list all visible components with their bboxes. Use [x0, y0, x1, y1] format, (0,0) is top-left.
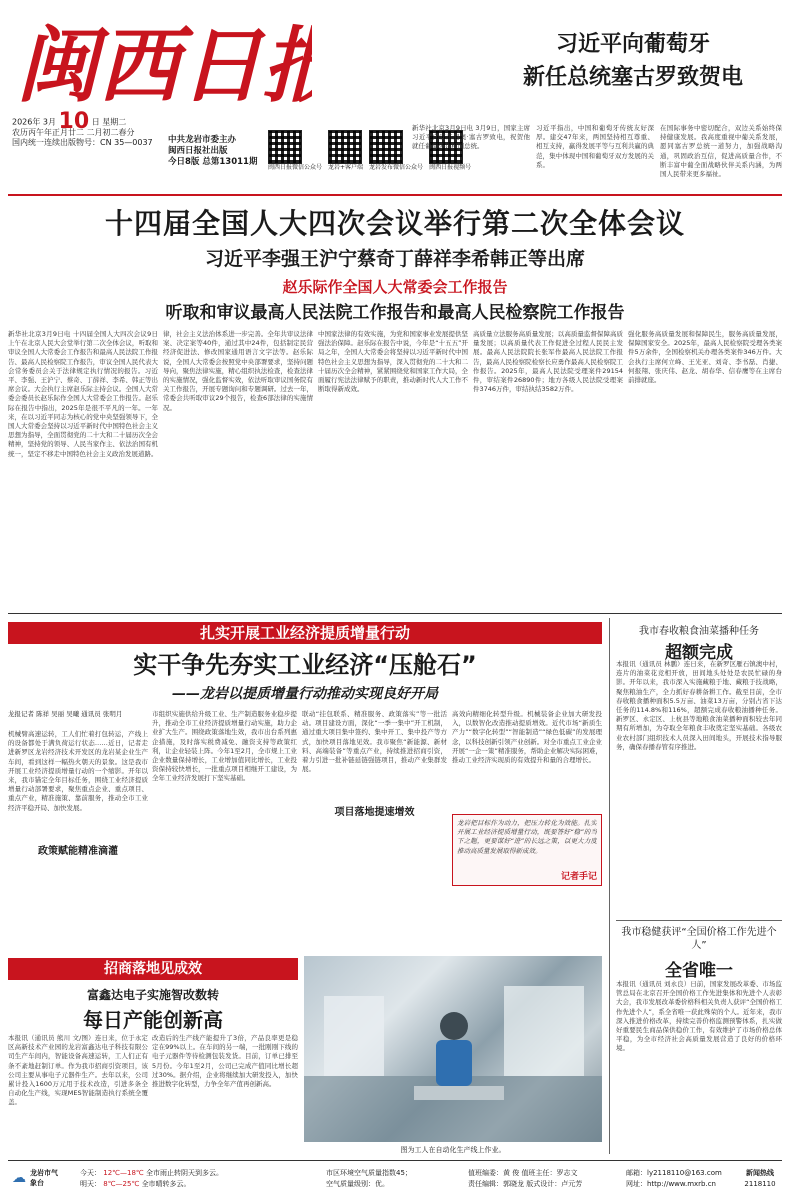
factory-photo[interactable] [304, 956, 602, 1142]
air-quality [326, 1168, 412, 1190]
section-divider [8, 613, 782, 614]
today-temp: 12℃—18℃ [103, 1169, 144, 1177]
top-story-col3: 在国际事务中密切配合，双边关系始终保持健康发展。我高度重视中葡关系发展，愿同塞古罗总统一道努力，加强战略沟通，巩固政治互信，促进高质量合作，不断丰富中葡全面战略伙伴关系内涵，为两国人民带来更多福祉。 [660, 124, 782, 179]
feature-subhead: ——龙岩以提质增量行动推动实现良好开局 [172, 686, 438, 702]
weather-cloud-icon: ☁ [12, 1169, 26, 1186]
qr-block[interactable] [268, 130, 322, 172]
feature-section-title-1: 政策赋能精准滴灌 [38, 846, 118, 857]
editor-line2: 责任编辑：郭晓龙 版式设计：卢元芳 [468, 1180, 583, 1188]
journal-box [452, 814, 602, 886]
lead-col4: 高质量立法服务高质量发展；以高质量监督保障高质量发展；以高质量代表工作促进全过程人民民主发展。最高人民法院院长张军作最高人民法院工作报告，最高人民检察院检察长应勇作最高人民检察院工作报告。2025年，最高人民法院受理案件29154件，审结案件26890件；地方各级人民法院受理案件3746万件，审结执结3582万件。 [473, 330, 623, 394]
bottom-banner: 招商落地见成效 [8, 958, 298, 980]
journal-text: 龙岩把目标作为动力，把压力转化为效能。扎实开展工业经济提质增量行动，既要答好“稳”的当下之题，更要谋好“进”的长远之策，以更大力度推动高质量发展取得新成效。 [457, 819, 597, 855]
feature-col3: 联动“挂包联系、精准服务、政策落实”等一批活动。项目建设方面，深化“一季一集中”开工机制，通过重大项目集中签约、集中开工、集中投产等方式，加快项目落地见效。我市聚焦“新能源、新材料、高端装备”等重点产业，持续推进招商引资，着力引进一批补链延链强链项目，推动产业集群发展。 [302, 710, 447, 774]
lead-col2: 律，社会主义法治体系进一步完善。全年共审议法律案、决定案等40件，通过其中24件，包括制定民营经济促进法、修改国家通用语言文字法等。赵乐际说，全国人大常委会按照党中央部署要求，坚持问题导向，聚焦法律实施，精心组织执法检查，检查法律的实施情况，强化监督实效，依法听取审议国务院有关工作报告，开展专题询问和专题调研。过去一年，常委会共听取审议29个报告，检查6部法律的实施情况。 [163, 330, 313, 412]
publisher-info [168, 135, 257, 168]
bottom-col1: 本报讯（通讯员 熊川 文/图）连日来，位于永定区高新技术产业园的龙岩富鑫达电子科技有限公司生产车间内，智能设备高速运转，工人们正有条不紊地赶制订单。作为我市招商引资项目，该公司主要从事电子元器件生产。去年以来，公司累计投入1600万元用于技术改造，引进多条全自动化生产线，实现MES智能制造执行系统全覆盖。 [8, 1034, 148, 1107]
qr-caption: 龙岩+客户端 [328, 164, 364, 171]
weather-forecast [80, 1168, 223, 1190]
feature-section-title-2: 项目落地提速增效 [334, 807, 415, 818]
top-story-col1: 新华社北京3月9日电 3月9日，国家主席习近平向安东尼奥·塞古罗致电，祝贺他就任葡萄牙共和国总统。 [412, 124, 530, 151]
right-top-text: 本报讯（通讯员 林鹏）连日来，在新罗区雁石镇澳中村，连片的油菜花竞相开放，田间地头处处是农民忙碌的身影。开年以来，我市深入实施藏粮于地、藏粮于技战略，聚焦粮油生产，全力抓好春耕备耕工作。截至目前，全市春收粮食播种面积5.5万亩、油菜13万亩，分别占省下达任务的114.8%和116%，超额完成春收粮油播种任务。新罗区、永定区、上杭县等地粮食油菜播种面积较去年同期有所增加，为夺取全年粮食丰收奠定坚实基础。各级农业农村部门组织技术人员深入田间地头，开展技术指导服务，确保春播春管有序推进。 [616, 660, 782, 751]
top-story-col2: 习近平指出，中国和葡萄牙传统友好深厚。建交47年来，两国坚持相互尊重、相互支持，赢得发展平等与互利共赢的典范，集中体现中国和葡萄牙双方发展的关系。 [536, 124, 654, 169]
footer [0, 1164, 790, 1200]
qr-block[interactable] [328, 130, 363, 172]
hotline-number: 2118110 [744, 1180, 776, 1188]
contact-info [626, 1168, 722, 1190]
air-quality-line1: 市区环境空气质量指数45； [326, 1169, 412, 1177]
right-bottom-text: 本报讯（通讯员 刘永良）日前，国家发展改革委、市场监管总局在北京召开全国价格工作先进集体和先进个人表彰大会，我市发展改革委价格科相关负责人获评“全国价格工作先进个人”，系全省唯一获此殊荣的个人。近年来，我市深入推进价格改革，持续完善价格监测预警体系，扎实做好重要民生商品保供稳价工作，有效维护了市场价格总体平稳，为全市经济社会高质量发展营造了良好的价格环境。 [616, 980, 782, 1053]
right-bottom-headline[interactable]: 全省唯一 [665, 961, 733, 981]
feature-col2: 市组织实施供给升级工业、生产制造服务业稳步提升，推动全市工业经济提质增量行动实施，助力企业扩大生产。围绕政策落地生效，我市出台系列惠企措施，及时落实税费减免、融资支持等政策红利，让企业轻装上阵。今年1至2月，全市规上工业企业数量保持增长，工业增加值同比增长，工业投资保持较快增长，一批重点项目相继开工建设，为全年工业经济发展打下坚实基础。 [152, 710, 297, 783]
right-top-headline[interactable]: 超额完成 [665, 643, 733, 663]
weather-label: 龙岩市气象台 [30, 1169, 58, 1187]
feature-col1: 机械臂高速运转，工人们忙着打包转运，产线上的设备都处于满负荷运行状态……近日，记者走进新罗区龙岩经济技术开发区的龙岩某企业生产车间，看到这样一幅热火朝天的景象。这是我市开展工业经济提质增量行动的一个缩影。开年以来，我市锚定全年目标任务，围绕工业经济提质增量行动部署要求，聚焦重点企业、重点项目、重点产业，精准施策、靠前服务，推动全市工业经济平稳开局、加快发展。 [8, 730, 148, 812]
journal-title: 记者手记 [560, 872, 597, 882]
lead-col3: 中国家法律的有效实施，为党和国家事业发展提供坚强法治保障。赵乐际在报告中说，今年是“十五五”开局之年，全国人大常委会将坚持以习近平新时代中国特色社会主义思想为指导，深入贯彻党的二十大和二十届历次全会精神，紧紧围绕党和国家工作大局，全面履行宪法法律赋予的职责，推动新时代人大工作不断取得新成效。 [318, 330, 468, 394]
column-divider [609, 618, 610, 1154]
qr-code-icon[interactable] [268, 130, 302, 164]
bottom-col2: 改造后的生产线产能提升了3倍，产品良率更是稳定在99%以上。在车间的另一端，一批刚刚下线的电子元器件等待检测包装发货。目前，订单已排至5月份。今年1至2月，公司已完成产值同比增长超过30%。据介绍，企业将继续加大研发投入，加快推进数字化转型，力争全年产值再创新高。 [152, 1034, 298, 1089]
feature-headline[interactable]: 实干争先夯实工业经济“压舱石” [133, 651, 477, 679]
hotline [734, 1168, 786, 1190]
lead-headline[interactable]: 十四届全国人大四次会议举行第二次全体会议 [104, 207, 685, 240]
tomorrow-label: 明天： [80, 1180, 101, 1188]
masthead-divider [8, 194, 782, 196]
weather-block [12, 1168, 58, 1188]
feature-banner: 扎实开展工业经济提质增量行动 [8, 622, 602, 644]
publisher-line1: 中共龙岩市委主办 [168, 135, 237, 145]
factory-photo-art [304, 956, 602, 1142]
photo-caption: 图为工人在自动化生产线上作业。 [400, 1146, 506, 1154]
top-story-headline-line1: 习近平向葡萄牙 [555, 32, 710, 57]
lead-subhead-2: 赵乐际作全国人大常委会工作报告 [282, 278, 508, 296]
air-quality-line2: 空气质量级别：优。 [326, 1180, 389, 1188]
date-year-month: 2026年 3月 [12, 117, 56, 127]
hotline-label: 新闻热线 [746, 1169, 774, 1177]
publisher-line2: 闽西日报社出版 [168, 146, 228, 156]
lead-subhead-3: 听取和审议最高人民法院工作报告和最高人民检察院工作报告 [165, 303, 625, 323]
lead-col5: 强化服务高质量发展和保障民生，服务高质量发展，保障国家安全。2025年，最高人民检察院受理各类案件5万余件，全国检察机关办理各类案件346万件。大会执行主席何立峰、王光亚、刘奇、李书磊、肖捷、何报翔、张庆伟、赵龙、胡春华、信春鹰等在主席台前排就座。 [628, 330, 782, 385]
qr-code-icon[interactable] [369, 130, 403, 164]
right-top-kicker: 我市春收粮食油菜播种任务 [639, 626, 759, 637]
lunar-date: 农历丙午年正月廿二 二月初二春分 [12, 127, 135, 137]
issn: 国内统一连续出版物号：CN 35—0037 [12, 137, 153, 147]
date-weekday: 日 星期二 [91, 117, 127, 127]
logo-text: 闽西日报 [16, 18, 312, 112]
tomorrow-desc: 全市晴转多云。 [141, 1180, 191, 1188]
tomorrow-temp: 8℃—25℃ [103, 1180, 140, 1188]
today-desc: 全市雨止转阴天到多云。 [146, 1169, 224, 1177]
newspaper-logo [12, 4, 312, 112]
footer-divider [8, 1160, 782, 1161]
qr-caption: 闽西日报视频号 [429, 164, 472, 171]
editor-line1: 值班编委：黄 俊 值班主任：罗志文 [468, 1169, 578, 1177]
feature-col4: 高效向精细化转型升级。机械装备企业加大研发投入，以数智化改造推动提质增效。近代市场“新质生产力”“数字化转型”“智能制造”“绿色低碳”的发展理念，以科技创新引领产业创新。对全市重点工业企业开展“一企一策”精准服务，帮助企业解决实际困难，推动工业经济实现质的有效提升和量的合理增长。 [452, 710, 602, 765]
date-day: 10 [58, 109, 90, 134]
qr-caption: 龙岩发布微信公众号 [369, 164, 424, 171]
bottom-kicker: 富鑫达电子实施智改数转 [86, 988, 219, 1002]
feature-byline: 龙报记者 陈祥 吴丽 吴曦 通讯员 张明月 [8, 710, 123, 718]
lead-subhead-1: 习近平李强王沪宁蔡奇丁薛祥李希韩正等出席 [204, 248, 585, 270]
publisher-line3: 今日8版 总第13011期 [168, 157, 258, 167]
editor-info [468, 1168, 582, 1190]
bottom-headline[interactable]: 每日产能创新高 [83, 1008, 223, 1032]
today-label: 今天： [80, 1169, 101, 1177]
right-divider [616, 920, 782, 921]
lead-col1: 新华社北京3月9日电 十四届全国人大四次会议9日上午在北京人民大会堂举行第二次全体会议，听取和审议全国人大常委会工作报告和最高人民法院工作报告、最高人民检察院工作报告，审议全国人民代表大会常务委员会关于法律规定执行情况的报告。习近平、李强、王沪宁、蔡奇、丁薛祥、李希、韩正等出席会议。大会执行主席赵乐际主持会议。全国人大常委会委员长赵乐际作全国人大常委会工作报告。赵乐际在报告中指出，2025年是很不平凡的一年。一年来，在以习近平同志为核心的党中央坚强领导下，全国人大常委会坚持以习近平新时代中国特色社会主义思想为指导，全面贯彻党的二十大和二十届历次全会精神，坚持党的领导、人民当家作主、依法治国有机统一，坚定不移走中国特色社会主义政治发展道路。 [8, 330, 158, 458]
qr-caption: 闽西日报微信公众号 [268, 164, 323, 171]
contact-email[interactable]: 邮箱：ly2118110@163.com [626, 1169, 722, 1177]
top-story-headline-line2: 新任总统塞古罗致贺电 [522, 65, 743, 90]
right-bottom-kicker: 我市稳健获评“全国价格工作先进个人” [621, 927, 777, 951]
contact-website[interactable]: 网址：http://www.mxrb.cn [626, 1180, 716, 1188]
top-story-headline[interactable] [488, 28, 778, 94]
qr-code-icon[interactable] [328, 130, 362, 164]
